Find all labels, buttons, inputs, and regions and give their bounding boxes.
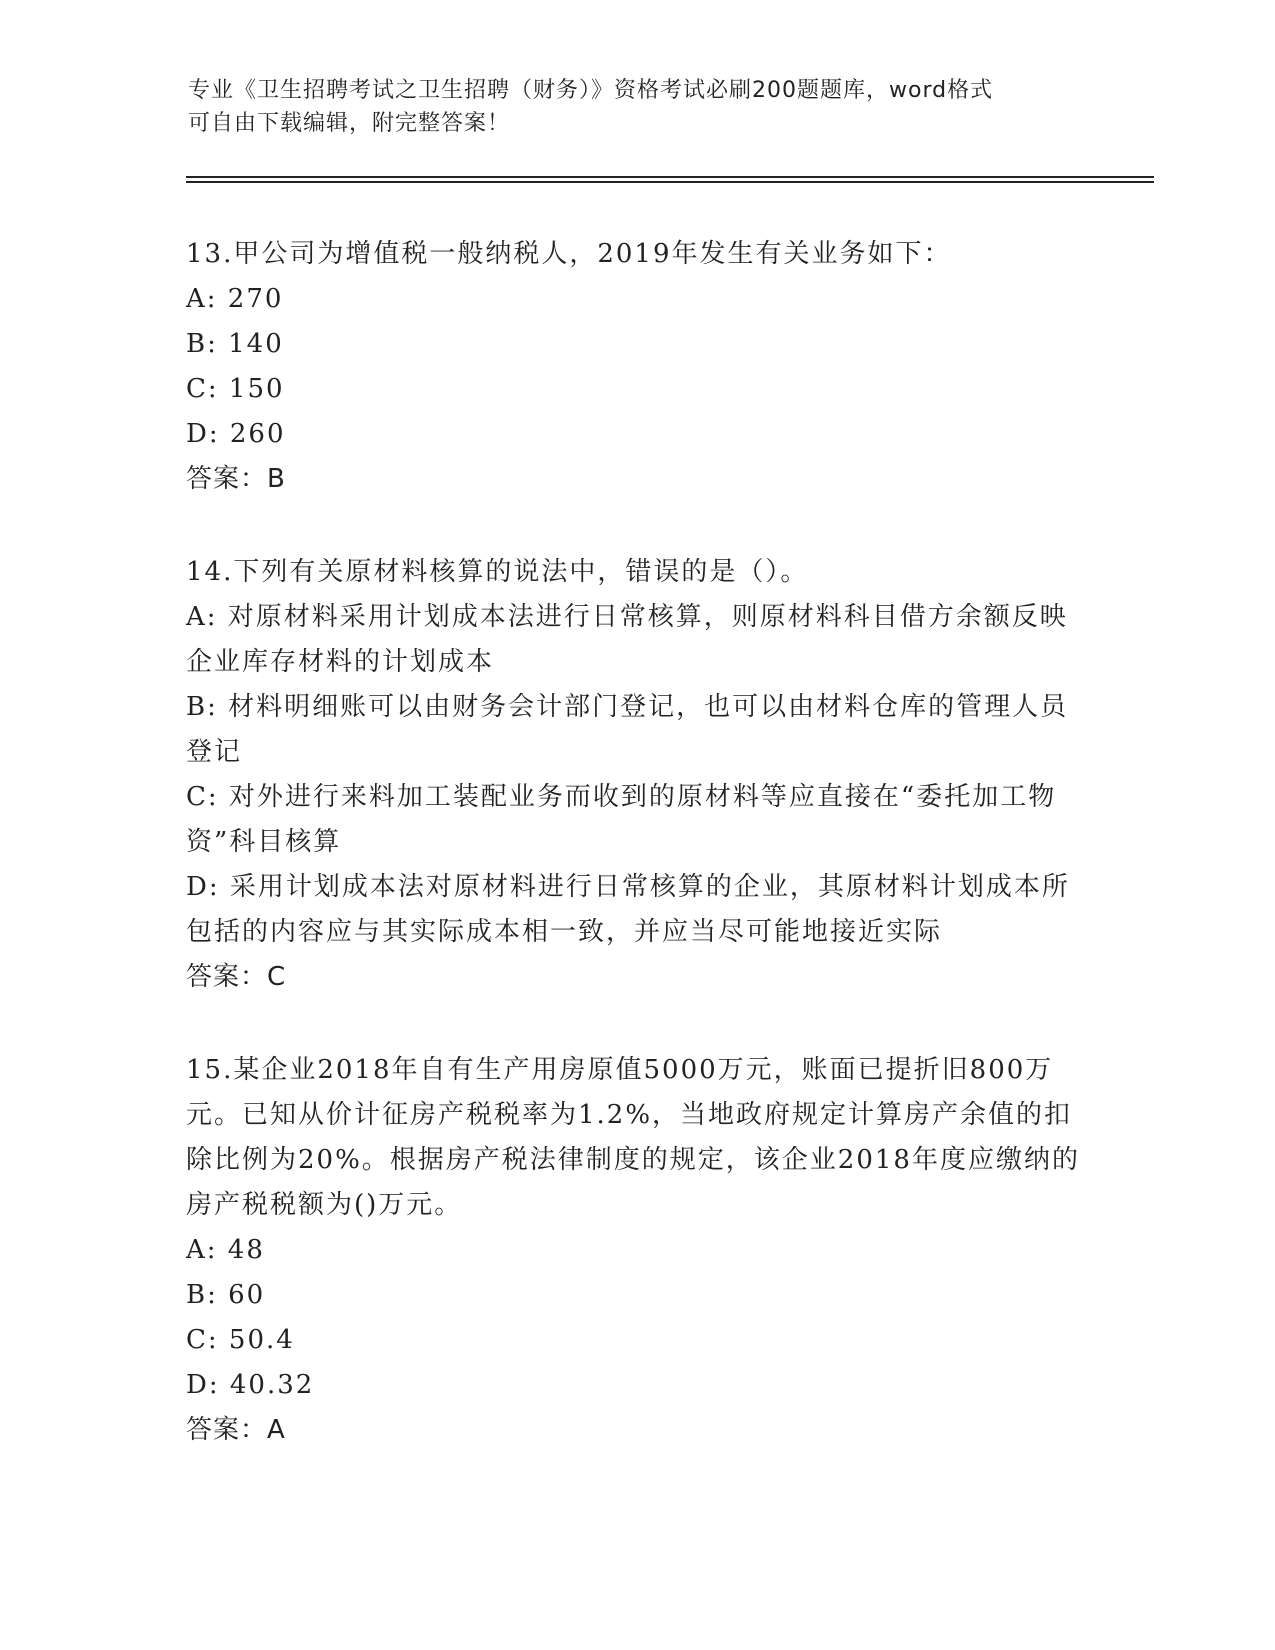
header-line-2: 可自由下载编辑，附完整答案！ [188, 111, 511, 136]
question-stem: 15.某企业2018年自有生产用房原值5000万元，账面已提折旧800万元。已知从价计征房产税税率为1.2%，当地政府规定计算房产余值的扣除比例为20%。根据房产税法律制度的规定，该企业2018年度应缴纳的房产税税额为()万元。 [186, 1055, 1080, 1220]
option-c: C: 150 [186, 374, 285, 404]
header-divider-top [186, 176, 1154, 178]
question-list [186, 232, 1086, 1501]
option-c: C: 50.4 [186, 1325, 295, 1355]
option-b: B: 材料明细账可以由财务会计部门登记，也可以由材料仓库的管理人员登记 [186, 692, 1069, 767]
option-a: A: 对原材料采用计划成本法进行日常核算，则原材料科目借方余额反映企业库存材料的计划成本 [186, 602, 1068, 677]
question-stem: 13.甲公司为增值税一般纳税人，2019年发生有关业务如下： [186, 239, 952, 269]
option-d: D: 260 [186, 419, 286, 449]
option-d: D: 40.32 [186, 1370, 315, 1400]
header-line-1: 专业《卫生招聘考试之卫生招聘（财务）》资格考试必刷200题题库，word格式 [188, 78, 994, 103]
answer-line: 答案：A [186, 1415, 286, 1445]
question-14 [186, 550, 1086, 1000]
option-a: A: 48 [186, 1235, 265, 1265]
option-d: D: 采用计划成本法对原材料进行日常核算的企业，其原材料计划成本所包括的内容应与其实际成本相一致，并应当尽可能地接近实际 [186, 872, 1070, 947]
question-13 [186, 232, 1086, 502]
question-15 [186, 1048, 1086, 1453]
answer-line: 答案：B [186, 464, 286, 494]
option-b: B: 60 [186, 1280, 266, 1310]
document-header [188, 74, 1068, 140]
option-b: B: 140 [186, 329, 284, 359]
question-stem: 14.下列有关原材料核算的说法中，错误的是（）。 [186, 557, 809, 587]
header-divider-bottom [186, 181, 1154, 183]
option-c: C: 对外进行来料加工装配业务而收到的原材料等应直接在“委托加工物资”科目核算 [186, 782, 1057, 857]
option-a: A: 270 [186, 284, 284, 314]
answer-line: 答案：C [186, 962, 287, 992]
